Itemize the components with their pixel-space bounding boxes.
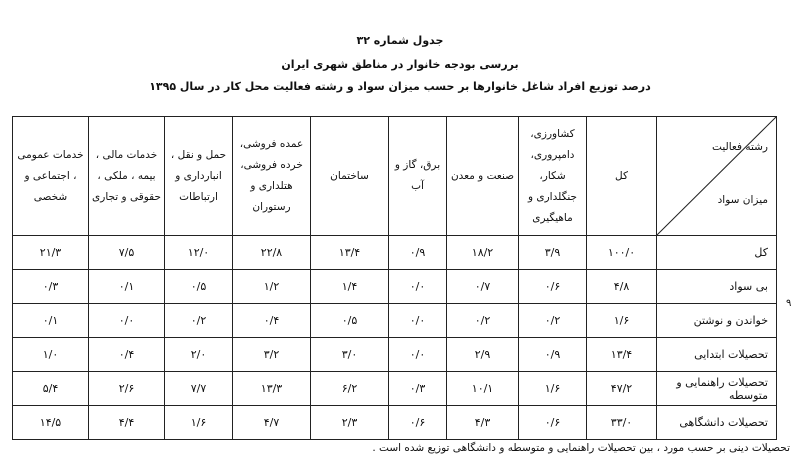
table-cell: ۳/۲	[233, 338, 311, 372]
table-row	[13, 236, 777, 270]
table-cell: ۰/۷	[447, 270, 519, 304]
column-axis-label: رشته فعالیت	[712, 141, 768, 153]
table-caption: درصد توزیع افراد شاغل خانوارها بر حسب میزان سواد و رشته فعالیت محل کار در سال ۱۳۹۵	[149, 80, 651, 93]
table-cell: ۴/۸	[587, 270, 657, 304]
table-cell: ۱۳/۴	[311, 236, 389, 270]
column-header: حمل و نقل ، انبارداری و ارتباطات	[165, 117, 233, 236]
table-cell: ۵/۴	[13, 372, 89, 406]
table-cell: ۲/۳	[311, 406, 389, 440]
table-cell: ۱/۶	[519, 372, 587, 406]
table-footnote: تحصیلات دینی بر حسب مورد ، بین تحصیلات راهنمایی و متوسطه و دانشگاهی توزیع شده است .	[372, 442, 790, 454]
table-cell: ۴/۴	[89, 406, 165, 440]
table-cell: ۳۳/۰	[587, 406, 657, 440]
table-cell: ۴۷/۲	[587, 372, 657, 406]
table-cell: ۲۱/۳	[13, 236, 89, 270]
row-label: تحصیلات راهنمایی و متوسطه	[657, 372, 777, 406]
table-cell: ۱۳/۳	[233, 372, 311, 406]
column-header: خدمات مالی ، بیمه ، ملکی ، حقوقی و تجاری	[89, 117, 165, 236]
diagonal-divider	[657, 117, 776, 235]
row-axis-label: میزان سواد	[717, 194, 768, 206]
report-title: بررسی بودجه خانوار در مناطق شهری ایران	[281, 58, 519, 71]
column-header: کل	[587, 117, 657, 236]
table-cell: ۰/۲	[165, 304, 233, 338]
table-cell: ۲/۶	[89, 372, 165, 406]
table-cell: ۷/۵	[89, 236, 165, 270]
table-cell: ۱۳/۴	[587, 338, 657, 372]
table-cell: ۱۰۰/۰	[587, 236, 657, 270]
row-label: خواندن و نوشتن	[657, 304, 777, 338]
table-cell: ۲/۹	[447, 338, 519, 372]
table-cell: ۴/۷	[233, 406, 311, 440]
column-header: کشاورزی، دامپروری، شکار، جنگلداری و ماهیگیری	[519, 117, 587, 236]
margin-mark: ۹	[786, 298, 792, 309]
table-cell: ۲۲/۸	[233, 236, 311, 270]
table-cell: ۰/۱	[13, 304, 89, 338]
table-number-title: جدول شماره ۳۲	[356, 34, 444, 47]
table-cell: ۱/۲	[233, 270, 311, 304]
table-cell: ۱۰/۱	[447, 372, 519, 406]
table-cell: ۱/۰	[13, 338, 89, 372]
table-cell: ۰/۳	[389, 372, 447, 406]
table-cell: ۲/۰	[165, 338, 233, 372]
table-cell: ۰/۰	[89, 304, 165, 338]
table-cell: ۰/۵	[165, 270, 233, 304]
row-label: کل	[657, 236, 777, 270]
column-header: عمده فروشی، خرده فروشی، هتلداری و رستوران	[233, 117, 311, 236]
table-cell: ۱۲/۰	[165, 236, 233, 270]
table-cell: ۰/۰	[389, 304, 447, 338]
table-cell: ۰/۲	[519, 304, 587, 338]
table-cell: ۴/۳	[447, 406, 519, 440]
column-header: صنعت و معدن	[447, 117, 519, 236]
column-header: ساختمان	[311, 117, 389, 236]
table-cell: ۳/۰	[311, 338, 389, 372]
corner-header	[657, 117, 777, 236]
data-table	[12, 116, 777, 440]
table-cell: ۰/۲	[447, 304, 519, 338]
table-cell: ۰/۵	[311, 304, 389, 338]
column-header: خدمات عمومی ، اجتماعی و شخصی	[13, 117, 89, 236]
table-cell: ۰/۶	[519, 270, 587, 304]
table-cell: ۰/۴	[89, 338, 165, 372]
header-row	[13, 117, 777, 236]
table-cell: ۱/۶	[165, 406, 233, 440]
table-cell: ۰/۹	[389, 236, 447, 270]
table-cell: ۷/۷	[165, 372, 233, 406]
row-label: تحصیلات ابتدایی	[657, 338, 777, 372]
table-row	[13, 338, 777, 372]
row-label: بی سواد	[657, 270, 777, 304]
table-cell: ۰/۰	[389, 270, 447, 304]
table-cell: ۶/۲	[311, 372, 389, 406]
row-label: تحصیلات دانشگاهی	[657, 406, 777, 440]
table-row	[13, 372, 777, 406]
table-cell: ۳/۹	[519, 236, 587, 270]
table-cell: ۰/۹	[519, 338, 587, 372]
table-cell: ۰/۶	[389, 406, 447, 440]
table-cell: ۰/۴	[233, 304, 311, 338]
table-row	[13, 304, 777, 338]
column-header: برق، گاز و آب	[389, 117, 447, 236]
table-cell: ۰/۱	[89, 270, 165, 304]
table-cell: ۱/۶	[587, 304, 657, 338]
table-row	[13, 270, 777, 304]
table-cell: ۰/۶	[519, 406, 587, 440]
table-cell: ۰/۳	[13, 270, 89, 304]
table-cell: ۱۸/۲	[447, 236, 519, 270]
table-cell: ۱/۴	[311, 270, 389, 304]
table-row	[13, 406, 777, 440]
table-cell: ۰/۰	[389, 338, 447, 372]
table-cell: ۱۴/۵	[13, 406, 89, 440]
